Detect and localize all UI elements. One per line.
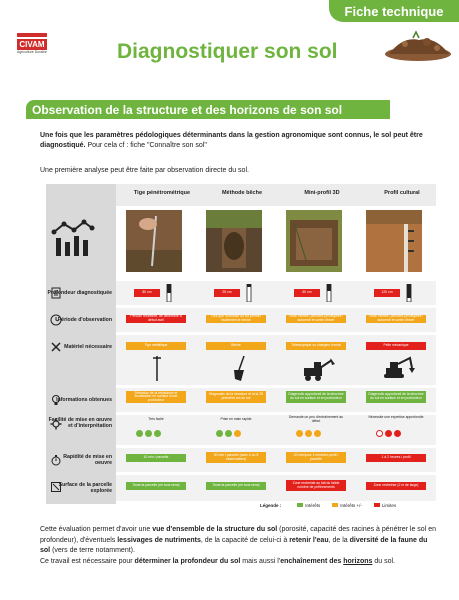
legend-item [374,503,396,508]
text: (porosité, capacité des racines à pénétrer le sol en profondeur), d'éventuels [40,526,436,544]
rating-dot [296,430,303,437]
periode-cell: Toute l'année, périodes privilégiées : automne et sortie d'hiver [286,315,346,323]
row-label-facilite: Facilité de mise en œuvre et d'interprétation [48,417,112,429]
informations-cell: Diagnostic de la structure et la la 25 première cm du sol [206,391,266,403]
rating-dot [216,430,223,437]
informations-cell: Diagnostic approfondi de la structure du sol en surface et en profondeur [286,391,346,403]
rapidite-cell: 1 à 2 heures / profil [366,454,426,462]
depth-gauge-icon [406,284,412,302]
facilite-text: Demande un peu d'entraînement au début [288,415,344,423]
section-banner [26,100,390,119]
depth-gauge-icon [326,284,332,302]
rapidite-cell: 30 min / parcelle (avec 4 ou 5 observations) [206,452,266,463]
logo-bar [17,33,47,37]
text: (vers de terre notamment). [50,547,135,555]
profondeur-cell: 25 cm [214,289,240,297]
row-label-informations: Informations obtenues [56,397,112,403]
intro-line-2: Une première analyse peut être faite par observation directe du sol. [40,167,249,174]
surface-cell: Toute la parcelle (en tous sens) [206,482,266,490]
rod-icon [150,354,164,382]
legend-label: Intérêts [305,503,321,508]
stopwatch-icon [50,454,62,466]
materiel-cell: Tige métallique [126,342,186,350]
spade-icon [230,354,252,382]
text: , de la [328,536,350,544]
rating-dot [234,430,241,437]
bold-text: lessivages de nutriments [117,536,201,544]
periode-cell: Période restreinte, de décembre à début avril [126,315,186,323]
periode-cell: Toute l'année, périodes privilégiées : automne et sortie d'hiver [366,315,426,323]
comparison-table [40,184,440,504]
legend-item [297,503,320,508]
rating-dot [305,430,312,437]
periode-cell: Dès que l'humidité du sol permet facilement le bêche [206,315,266,323]
rating-dot [145,430,152,437]
row-label-profondeur: Profondeur diagnostiquée [47,290,112,296]
profondeur-cell: 120 cm [374,289,400,297]
photo-tige-penetrometrique [126,210,182,272]
depth-gauge-icon [166,284,172,302]
rating-dot [154,430,161,437]
logo-brand: CIVAM [17,39,47,50]
column-header: Méthode bêche [221,190,263,196]
profondeur-cell: 80 cm [134,289,160,297]
legend-item [332,503,362,508]
analysis-chart-icon [50,218,96,258]
rating-dot [376,430,383,437]
facilite-rating [296,430,321,437]
text: Cette évaluation permet d'avoir une [40,526,153,533]
column-header: Profil cultural [384,190,420,196]
text: , de la capacité de celui-ci à [200,536,290,544]
clipboard-icon [50,287,62,299]
column-header: Mini-profil 3D [304,190,340,196]
surface-cell: Zone restreinte au fait du faible nombre de prélèvements [286,480,346,491]
rating-dot [385,430,392,437]
bold-text: retenir l'eau [289,536,329,544]
rating-dot [314,430,321,437]
legend-swatch [332,503,338,507]
photo-mini-profil-3d [286,210,342,272]
rating-dot [394,430,401,437]
surface-cell: Toute la parcelle (en tous sens) [126,482,186,490]
photo-methode-beche [206,210,262,272]
informations-cell: Détection de la résistance et localisation en surface d'une profondeur [126,391,186,403]
photo-profil-cultural [366,210,422,272]
page-title: Diagnostiquer son sol [117,40,338,63]
legend-label: Limites [381,503,397,508]
rapidite-cell: 10 min / parcelle [126,454,186,462]
text: mais aussi l' [240,557,281,565]
excavator-icon [382,354,416,382]
facilite-text: Prise en main rapide [220,417,252,421]
fiche-technique-ribbon [329,0,459,22]
informations-cell: Diagnostic approfondi de la structure du sol en surface et en profondeur [366,391,426,403]
facilite-rating [136,430,161,437]
materiel-cell: Bêche [206,342,266,350]
depth-gauge-icon [246,284,252,302]
text: du sol. [372,557,395,565]
telehandler-icon [302,356,336,382]
text: Ce travail est nécessaire pour [40,557,135,565]
row-label-surface: Surface de la parcelle explorée [58,482,112,494]
facilite-text: Très facile [148,417,164,421]
civam-logo [17,33,47,73]
bold-text: vue d'ensemble de la structure du sol [152,526,278,533]
intro-paragraph [40,131,435,151]
rating-dot [225,430,232,437]
bold-text: déterminer la profondeur du sol [134,557,241,565]
facilite-rating [216,430,241,437]
materiel-cell: Pelle mécanique [366,342,426,350]
facilite-text: Nécessite une expertise approfondie [368,415,424,419]
section-title: Observation de la structure et des horizons de son sol [32,102,343,117]
row-label-rapidite: Rapidité de mise en oeuvre [63,454,112,466]
intro-bold: Une fois que les paramètres pédologiques déterminants dans la gestion agronomique sont connus, le sol peut être diagnostiqué. [40,132,423,149]
legend-title: Légende : [260,503,282,508]
ribbon-label: Fiche technique [344,3,444,19]
legend-swatch [297,503,303,507]
rapidite-cell: 20 min/pour 1 minimini-profil / parcelle [286,452,346,463]
facilite-rating [376,430,401,437]
row-label-materiel: Matériel nécessaire [64,344,112,350]
surface-cell: Zone restreinte (2 m de large) [366,482,426,490]
bold-text: diversité de la faune du sol [40,536,428,555]
legend-swatch [374,503,380,507]
gear-icon [50,418,62,430]
soil-pile-icon [383,30,453,62]
profondeur-cell: 60 cm [294,289,320,297]
legend [260,503,396,508]
conclusion-paragraph [40,525,436,567]
legend-label: Intérêts +/- [340,503,362,508]
column-header: Tige pénétrométrique [133,190,191,196]
materiel-cell: Télescopique ou chargeur frontal [286,342,346,350]
intro-rest: Pour cela cf : fiche "Connaître son sol" [85,142,207,149]
logo-subtitle: Agriculture Durable [17,50,47,54]
rating-dot [136,430,143,437]
row-label-periode: Période d'observation [57,317,112,323]
bold-text: enchaînement des [280,557,344,565]
lightbulb-icon [50,394,62,406]
tools-icon [50,341,62,353]
underlined-text: horizons [343,557,373,565]
area-icon [50,481,62,493]
clock-icon [50,314,62,326]
